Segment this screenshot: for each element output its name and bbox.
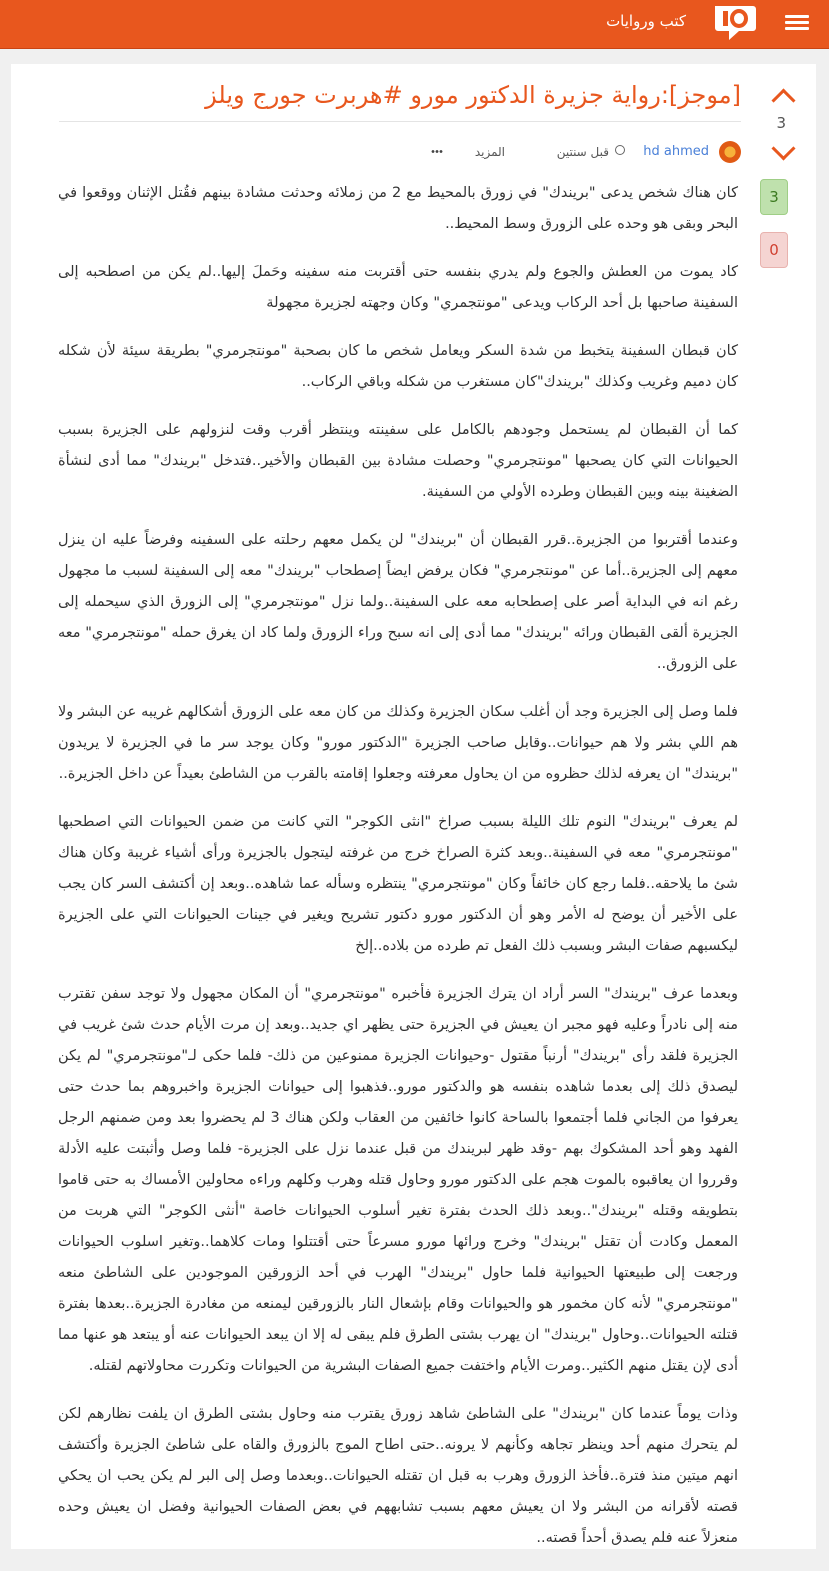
hamburger-menu-icon[interactable] — [785, 12, 809, 34]
post-time: قبل سنتين — [556, 145, 609, 159]
top-navigation-bar — [0, 0, 829, 49]
upvote-count-badge: 3 — [760, 179, 788, 215]
post-paragraph: وعندما أقتربوا من الجزيرة..قرر القبطان أن "بريندك" لن يكمل معهم رحلته على السفينه وفرضاً عليه ان ينزل معهم إلى الجزيرة..أما عن "مونتجرمري" فكان يرفض ايضاً إصطحاب "بريندك" معه إلى السفينة لسبب ما مجهول رغم انه في البداية أصر على إصطحابه معه على السفينة..ولما نزل "مونتجرمري" إلى الزورق الذي سيحمله إلى الجزيرة ألقى القبطان ورائه "بريندك" مما أدى إلى انه سبح وراء الزورق ولما كاد ان يغرق حمله "مونتجرمري" معه على الزورق.. — [58, 532, 738, 672]
post-paragraph: لم يعرف "بريندك" النوم تلك الليلة بسبب صراخ "انثى الكوجر" التي كانت من ضمن الحيوانات التي اصطحبها "مونتجرمري" معه في السفينة..وبعد كثرة الصراخ خرج من غرفته ليتجول بالجزيرة ورأى أشياء غريبة وكان هناك شئ ما يلاحقه..فلما رجع كان خائفاً وكان "مونتجرمري" ينتظره وسأله عما شاهده..وبعد إن أكتشف السر كان يجب على الأخير أن يوضح له الأمر وهو أن الدكتور مورو دكتور تشريح ويغير في جينات الحيوانات التي على الجزيرة ليكسبهم صفات البشر وبسبب ذلك الفعل تم طرده من بلاده..إلخ — [58, 814, 738, 954]
post-card — [11, 64, 816, 1549]
vote-column — [754, 64, 816, 364]
downvote-arrow-icon[interactable] — [771, 136, 795, 160]
downvote-count-badge: 0 — [760, 232, 788, 268]
author-avatar[interactable] — [719, 141, 741, 163]
site-title[interactable]: كتب وروايات — [606, 12, 686, 30]
post-paragraph: كان قبطان السفينة يتخبط من شدة السكر ويعامل شخص ما كان بصحبة "مونتجرمري" بطريقة سيئة لأن شكله كان دميم وغريب وكذلك "بريندك"كان مستغرب من شكله وباقي الركاب.. — [58, 343, 738, 390]
author-name-link[interactable]: hd ahmed — [643, 144, 709, 159]
clock-icon — [615, 145, 625, 155]
upvote-arrow-icon[interactable] — [771, 88, 795, 112]
more-dots-icon[interactable] — [431, 150, 443, 153]
post-title[interactable]: [موجز]:رواية جزيرة الدكتور مورو #هربرت جورج ويلز — [205, 81, 741, 109]
post-paragraph: وبعدما عرف "بريندك" السر أراد ان يترك الجزيرة فأخبره "مونتجرمري" أن المكان مجهول ولا توجد سفن تقترب منه إلى نادراً وعليه فهو مجبر ان يعيش في الجزيرة حتى يظهر اي جديد..وبعد إن مرت الأيام حدث شئ غريب في الجزيرة فلقد رأى "بريندك" أرنباً مقتول -وحيوانات الجزيرة ممنوعين من ذلك- فلما حكى لـ"مونتجرمري" لم يكن ليصدق ذلك إلى بعدما شاهده بنفسه هو والدكتور مورو..فذهبوا إلى حيوانات الجزيرة واخبروهم بما حدث حتى يعرفوا من الجاني فلما أجتمعوا بالساحة كانوا خائفين من العقاب ولكن هناك 3 لم يحضروا بعد ومن ضمنهم الرجل الفهد وهو أحد المشكوك بهم -وقد ظهر لبريندك من قبل عندما نزل على الجزيرة- فلما وصل وأثبتت عليه الأدلة وقرروا ان يعاقبوه بالموت هجم على الدكتور مورو وحاول قتله وهرب وكلهم وراءه محاولين الأمساك به حتى قاموا بتطويقه وقتله "بريندك"..وبعد ذلك الحدث بفترة تغير أسلوب الحيوانات خاصة "أنثى الكوجر" التي هربت من المعمل وكادت أن تقتل "بريندك" وخرج ورائها مورو مسرعاً حتى أقتتلوا ومات كلاهما..وتغير اسلوب الحيوانات ورجعت إلى طبيعتها الحيوانية فلما حاول "بريندك" الهرب في أحد الزورقين الموجودين على الشاطئ منعه "مونتجرمري" لأنه كان مخمور هو والحيوانات وقام بإشعال النار بالزورقين ليمنعه من مغادرة الجزيرة..بعدها بفترة قتلته الحيوانات..وحاول "بريندك" ان يهرب بشتى الطرق فلم يبقى له إلا ان يبعد الحيوانات عنه أو يبتعد هو عنها مما أدى لإن يقتل منهم الكثير..ومرت الأيام واختفت جميع الصفات البشرية من الحيوانات وتكررت محاولاتهم لقتله. — [58, 986, 738, 1374]
more-menu-button[interactable]: المزيد — [474, 145, 505, 159]
post-paragraph: كما أن القبطان لم يستحمل وجودهم بالكامل على سفينته وينتظر أقرب وقت لنزولهم على الجزيرة بسبب الحيوانات التي كان يصحبها "مونتجرمري" وحصلت مشادة بين القبطان والأخير..فتدخل "بريندك" مما أدى لنشأة الضغينة بينه وبين القبطان وطرده الأولي من السفينة. — [58, 422, 738, 500]
post-meta — [59, 141, 741, 163]
post-paragraph: كان هناك شخص يدعى "بريندك" في زورق بالمحيط مع 2 من زملائه وحدثت مشادة بينهم فقُتل الإثنان ووقعوا في البحر وبقى هو وحده على الزورق وسط المحيط.. — [58, 185, 738, 232]
post-paragraph: كاد يموت من العطش والجوع ولم يدري بنفسه حتى أقتربت منه سفينه وحَملَ إليها..لم يكن من اصطحبه إلى السفينة صاحبها بل أحد الركاب ويدعى "مونتجمري" وكان وجهته لجزيرة مجهولة — [58, 264, 738, 311]
vote-score: 3 — [776, 114, 786, 132]
post-body — [58, 178, 738, 1571]
title-divider — [59, 121, 741, 122]
post-paragraph: وذات يوماً عندما كان "بريندك" على الشاطئ شاهد زورق يقترب منه وحاول بشتى الطرق ان يلفت نظارهم لكن لم يتحرك منهم أحد وينظر تجاهه وكأنهم لا يرونه..حتى اطاح الموج بالزورق والقاه على شاطئ الجزيرة وأكتشف انهم ميتين منذ فترة..فأخذ الزورق وهرب به قبل ان تقتله الحيوانات..وبعدما وصل إلى البر لم يكن يحب ان يحكي قصته لأقرانه من البشر ولا ان يعيش معهم بسبب تشابههم في بعض الصفات الحيوانية وفضل ان يعيش وحده منعزلاً عنه فلم يصدق أحداً قصته.. — [58, 1406, 738, 1546]
site-logo[interactable] — [713, 2, 757, 42]
post-paragraph: فلما وصل إلى الجزيرة وجد أن أغلب سكان الجزيرة وكذلك من كان معه على الزورق أشكالهم غريبه عن البشر ولا هم اللي بشر ولا هم حيوانات..وقابل صاحب الجزيرة "الدكتور مورو" وكان يوجد سر ما في الجزيرة لا يريدون "بريندك" ان يعرفه لذلك حظروه من ان يحاول معرفته وجعلوا إقامته بالقرب من الشاطئ بعيداً عن داخل الجزيرة.. — [58, 704, 738, 782]
